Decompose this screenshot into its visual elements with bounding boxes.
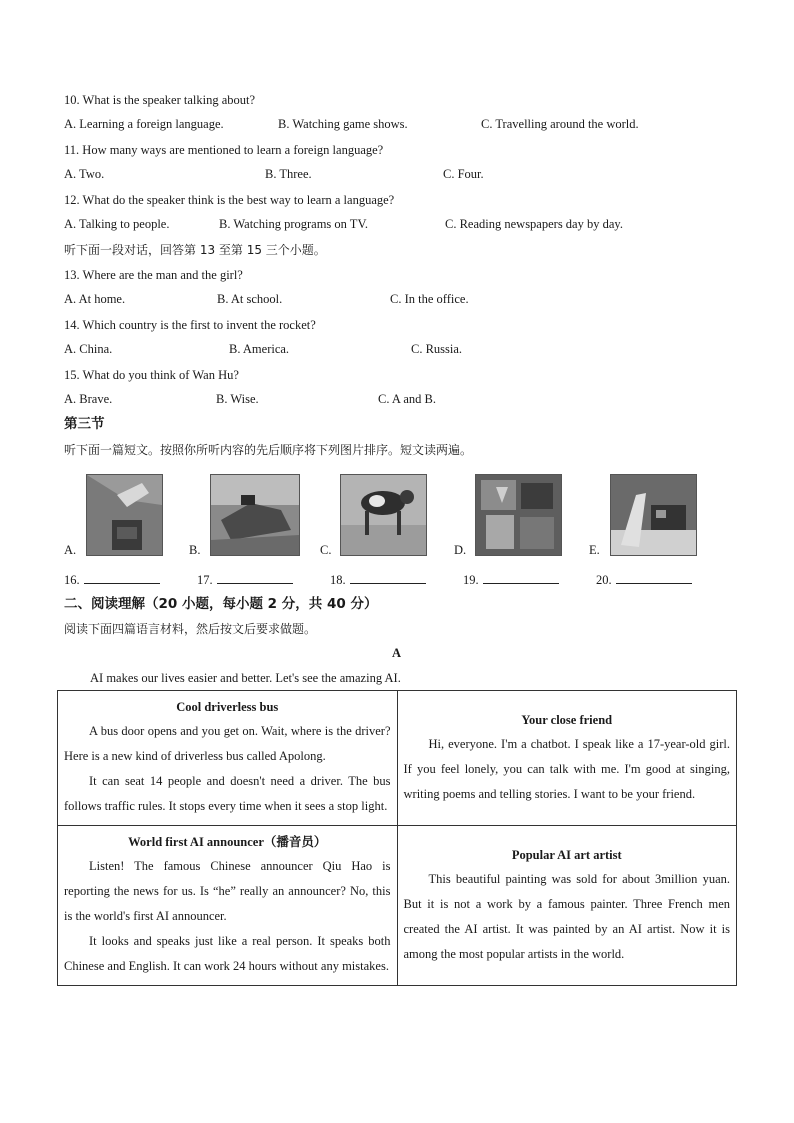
announcer-paragraph-1: Listen! The famous Chinese announcer Qiu Hao is reporting the news for us. Is “he” really an announcer? No, this is the world's first AI announcer. xyxy=(64,859,391,923)
picture-letter-a: A. xyxy=(64,543,77,557)
passage-label: A xyxy=(392,646,402,660)
answer-blank-20[interactable] xyxy=(596,571,692,588)
blank-line-20[interactable] xyxy=(616,571,692,584)
reading-table xyxy=(57,690,737,986)
picture-a-rocket xyxy=(86,474,163,556)
picture-d-blocks xyxy=(475,474,562,556)
question-14: 14. Which country is the first to invent the rocket? xyxy=(64,318,316,332)
answer-blank-16[interactable] xyxy=(64,571,160,588)
blank-number-17: 17. xyxy=(197,573,213,587)
q10-option-a: A. Learning a foreign language. xyxy=(64,117,224,131)
picture-letter-e: E. xyxy=(589,543,600,557)
answer-blank-19[interactable] xyxy=(463,571,559,588)
blank-line-16[interactable] xyxy=(84,571,160,584)
blank-line-19[interactable] xyxy=(483,571,559,584)
dialogue-instruction: 听下面一段对话，回答第 13 至第 15 三个小题。 xyxy=(64,243,326,257)
reading-instruction: 阅读下面四篇语言材料，然后按文后要求做题。 xyxy=(64,622,317,636)
cell-driverless-bus xyxy=(58,691,398,826)
q15-option-c: C. A and B. xyxy=(378,392,436,406)
q12-option-c: C. Reading newspapers day by day. xyxy=(445,217,623,231)
cell-title-artist: Popular AI art artist xyxy=(511,847,622,862)
q13-option-a: A. At home. xyxy=(64,292,126,306)
artist-paragraph-1: This beautiful painting was sold for about 3million yuan. But it is not a work by a famous painter. Three French men created the AI artist. It was painted by an AI artist. Now it is among the most popular artists in the world. xyxy=(403,871,730,961)
question-15: 15. What do you think of Wan Hu? xyxy=(64,368,239,382)
cell-title-friend: Your close friend xyxy=(521,712,613,727)
announcer-paragraph-2: It looks and speaks just like a real person. It speaks both Chinese and English. It can work 24 hours without any mistakes. xyxy=(64,934,391,973)
q10-option-b: B. Watching game shows. xyxy=(278,117,408,131)
blank-number-18: 18. xyxy=(330,573,346,587)
blank-line-18[interactable] xyxy=(350,571,426,584)
q13-option-c: C. In the office. xyxy=(390,292,469,306)
section-3-instruction: 听下面一篇短文。按照你所听内容的先后顺序将下列图片排序。短文读两遍。 xyxy=(64,443,473,457)
question-10: 10. What is the speaker talking about? xyxy=(64,93,256,107)
q14-option-c: C. Russia. xyxy=(411,342,463,356)
q11-option-b: B. Three. xyxy=(265,167,312,181)
q14-option-a: A. China. xyxy=(64,342,113,356)
passage-intro: AI makes our lives easier and better. Let's see the amazing AI. xyxy=(90,671,401,685)
section-3-title: 第三节 xyxy=(64,416,105,432)
picture-b-vehicle xyxy=(210,474,300,556)
answer-blank-18[interactable] xyxy=(330,571,426,588)
q15-option-a: A. Brave. xyxy=(64,392,113,406)
question-12: 12. What do the speaker think is the best way to learn a language? xyxy=(64,193,395,207)
q14-option-b: B. America. xyxy=(229,342,290,356)
bus-paragraph-1: A bus door opens and you get on. Wait, where is the driver? Here is a new kind of driverless bus called Apolong. xyxy=(64,724,391,763)
picture-letter-d: D. xyxy=(454,543,467,557)
q10-option-c: C. Travelling around the world. xyxy=(481,117,639,131)
bus-paragraph-2: It can seat 14 people and doesn't need a driver. The bus follows traffic rules. It stops every time when it sees a stop light. xyxy=(64,774,391,813)
cell-ai-artist xyxy=(397,826,737,986)
question-13: 13. Where are the man and the girl? xyxy=(64,268,243,282)
answer-blank-17[interactable] xyxy=(197,571,293,588)
q11-option-c: C. Four. xyxy=(443,167,484,181)
cell-ai-announcer xyxy=(58,826,398,986)
cell-title-bus: Cool driverless bus xyxy=(176,700,279,714)
blank-line-17[interactable] xyxy=(217,571,293,584)
blank-number-16: 16. xyxy=(64,573,80,587)
cell-title-announcer: World first AI announcer（播音员） xyxy=(128,835,327,849)
picture-c-robot-dog xyxy=(340,474,427,556)
picture-e-robot-arm xyxy=(610,474,697,556)
blank-number-20: 20. xyxy=(596,573,612,587)
picture-letter-b: B. xyxy=(189,543,201,557)
q12-option-b: B. Watching programs on TV. xyxy=(219,217,368,231)
friend-paragraph-1: Hi, everyone. I'm a chatbot. I speak like a 17-year-old girl. If you feel lonely, you can talk with me. I'm good at singing, writing poems and telling stories. I want to be your friend. xyxy=(403,736,730,801)
q11-option-a: A. Two. xyxy=(64,167,105,181)
q13-option-b: B. At school. xyxy=(217,292,283,306)
cell-close-friend xyxy=(397,691,737,826)
q15-option-b: B. Wise. xyxy=(216,392,259,406)
reading-heading: 二、阅读理解（20 小题，每小题 2 分，共 40 分） xyxy=(64,596,378,612)
picture-letter-c: C. xyxy=(320,543,332,557)
blank-number-19: 19. xyxy=(463,573,479,587)
q12-option-a: A. Talking to people. xyxy=(64,217,170,231)
question-11: 11. How many ways are mentioned to learn a foreign language? xyxy=(64,143,384,157)
